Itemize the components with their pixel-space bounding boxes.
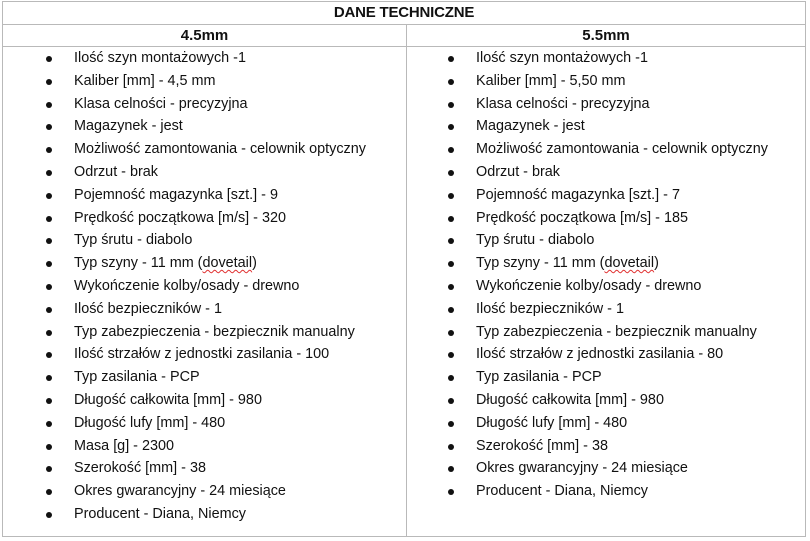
bullet-icon [448, 398, 454, 404]
spec-item-text: Kaliber [mm] - 5,50 mm [476, 72, 626, 89]
spec-item-text: Magazynek - jest [74, 118, 183, 135]
spec-item [3, 389, 406, 412]
bullet-icon [46, 216, 52, 222]
bullet-icon [448, 56, 454, 62]
bullet-icon [448, 102, 454, 108]
spec-item-text: Ilość bezpieczników - 1 [74, 300, 222, 317]
bullet-icon [448, 147, 454, 153]
spec-item-text: Prędkość początkowa [m/s] - 320 [74, 209, 286, 226]
spec-item [3, 457, 406, 480]
spec-item [407, 412, 805, 435]
spec-item [3, 184, 406, 207]
spec-item [3, 321, 406, 344]
spec-item-text: Wykończenie kolby/osady - drewno [476, 277, 702, 294]
bullet-icon [448, 444, 454, 450]
spec-item-text: Magazynek - jest [476, 118, 585, 135]
bullet-icon [46, 102, 52, 108]
bullet-icon [46, 124, 52, 130]
spec-item-text: Szerokość [mm] - 38 [74, 460, 206, 477]
bullet-icon [448, 261, 454, 267]
bullet-icon [448, 193, 454, 199]
spec-item [407, 275, 805, 298]
bullet-icon [46, 398, 52, 404]
bullet-icon [448, 216, 454, 222]
bullet-icon [46, 444, 52, 450]
bullet-icon [46, 352, 52, 358]
bullet-icon [448, 375, 454, 381]
spec-item [407, 229, 805, 252]
bullet-icon [46, 421, 52, 427]
spec-item-text: Długość lufy [mm] - 480 [74, 414, 226, 431]
spec-item-text: Pojemność magazynka [szt.] - 9 [74, 186, 278, 203]
spec-item [3, 207, 406, 230]
bullet-icon [448, 466, 454, 472]
bullet-icon [46, 56, 52, 62]
spec-item [3, 412, 406, 435]
spec-item [407, 70, 805, 93]
spec-item [407, 207, 805, 230]
spec-item-text: Okres gwarancyjny - 24 miesiące [476, 460, 688, 477]
spec-item-text: Długość całkowita [mm] - 980 [476, 391, 664, 408]
bullet-icon [448, 489, 454, 495]
bullet-icon [448, 124, 454, 130]
spec-item-text: Szerokość [mm] - 38 [476, 437, 608, 454]
spec-item [3, 503, 406, 526]
bullet-icon [448, 79, 454, 85]
spec-item-text: Typ szyny - 11 mm (dovetail) [476, 255, 659, 272]
spec-item-text: Typ śrutu - diabolo [74, 232, 193, 249]
bullet-icon [46, 330, 52, 336]
spec-item-text: Producent - Diana, Niemcy [74, 505, 246, 522]
spec-item-text: Producent - Diana, Niemcy [476, 483, 648, 500]
bullet-icon [46, 261, 52, 267]
bullet-icon [46, 238, 52, 244]
spec-item-text: Masa [g] - 2300 [74, 437, 174, 454]
spec-item [407, 457, 805, 480]
bullet-icon [46, 284, 52, 290]
spec-item-text: Okres gwarancyjny - 24 miesiące [74, 483, 286, 500]
spec-item [407, 321, 805, 344]
spec-item-text: Typ zabezpieczenia - bezpiecznik manualny [74, 323, 355, 340]
spec-item [407, 343, 805, 366]
bullet-icon [448, 330, 454, 336]
spec-item-text: Typ zasilania - PCP [476, 369, 602, 386]
spec-item-text: Pojemność magazynka [szt.] - 7 [476, 186, 680, 203]
spec-item-text: Ilość szyn montażowych -1 [476, 50, 648, 66]
spec-item [407, 184, 805, 207]
bullet-icon [448, 170, 454, 176]
spec-list-4-5mm [3, 47, 406, 526]
spec-item [407, 298, 805, 321]
bullet-icon [46, 79, 52, 85]
bullet-icon [46, 489, 52, 495]
spec-item [3, 275, 406, 298]
bullet-icon [448, 352, 454, 358]
bullet-icon [46, 307, 52, 313]
bullet-icon [46, 170, 52, 176]
bullet-icon [46, 147, 52, 153]
column-headers [3, 25, 805, 47]
spec-item-text: Klasa celności - precyzyjna [476, 95, 650, 112]
spec-item [3, 366, 406, 389]
bullet-icon [46, 512, 52, 518]
spec-item [407, 47, 805, 70]
table-title: DANE TECHNICZNE [3, 2, 805, 25]
spec-item-text: Możliwość zamontowania - celownik optyczny [74, 141, 366, 158]
spec-item [407, 115, 805, 138]
spec-item-text: Wykończenie kolby/osady - drewno [74, 277, 300, 294]
spec-item-text: Ilość bezpieczników - 1 [476, 300, 624, 317]
spec-item [3, 252, 406, 275]
column-header-5-5mm: 5.5mm [582, 27, 630, 44]
bullet-icon [448, 307, 454, 313]
spec-item-text: Klasa celności - precyzyjna [74, 95, 248, 112]
spec-item [3, 70, 406, 93]
spellcheck-underline: dovetail [604, 255, 655, 272]
spec-item-text: Typ śrutu - diabolo [476, 232, 595, 249]
spec-item-text: Prędkość początkowa [m/s] - 185 [476, 209, 688, 226]
spec-item-text: Typ szyny - 11 mm (dovetail) [74, 255, 257, 272]
spec-item [407, 138, 805, 161]
spec-item [3, 138, 406, 161]
bullet-icon [448, 421, 454, 427]
spec-item-text: Typ zasilania - PCP [74, 369, 200, 386]
spec-item-text: Ilość strzałów z jednostki zasilania - 100 [74, 346, 330, 363]
bullet-icon [46, 375, 52, 381]
spec-item [3, 298, 406, 321]
spec-item [407, 161, 805, 184]
spec-item [3, 229, 406, 252]
spec-item [3, 161, 406, 184]
spec-item [3, 115, 406, 138]
spec-item [407, 435, 805, 458]
bullet-icon [46, 193, 52, 199]
spec-item [407, 389, 805, 412]
spec-item [407, 480, 805, 503]
spec-item-text: Typ zabezpieczenia - bezpiecznik manualny [476, 323, 757, 340]
spec-item-text: Długość lufy [mm] - 480 [476, 414, 628, 431]
spec-item-text: Ilość szyn montażowych -1 [74, 50, 246, 66]
spec-list-5-5mm [407, 47, 805, 503]
bullet-icon [448, 284, 454, 290]
spellcheck-underline: dovetail [202, 255, 253, 272]
spec-item [3, 343, 406, 366]
spec-item [407, 252, 805, 275]
spec-item-text: Odrzut - brak [74, 163, 158, 180]
technical-data-table [2, 1, 806, 537]
spec-item-text: Długość całkowita [mm] - 980 [74, 391, 262, 408]
spec-item-text: Kaliber [mm] - 4,5 mm [74, 72, 216, 89]
column-header-4-5mm: 4.5mm [180, 27, 229, 44]
spec-item-text: Możliwość zamontowania - celownik optyczny [476, 141, 768, 158]
spec-item [407, 366, 805, 389]
spec-item-text: Ilość strzałów z jednostki zasilania - 80 [476, 346, 724, 363]
spec-item [3, 93, 406, 116]
spec-item [3, 47, 406, 70]
bullet-icon [448, 238, 454, 244]
spec-item-text: Odrzut - brak [476, 163, 560, 180]
spec-item [3, 435, 406, 458]
spec-item [3, 480, 406, 503]
spec-item [407, 93, 805, 116]
bullet-icon [46, 466, 52, 472]
